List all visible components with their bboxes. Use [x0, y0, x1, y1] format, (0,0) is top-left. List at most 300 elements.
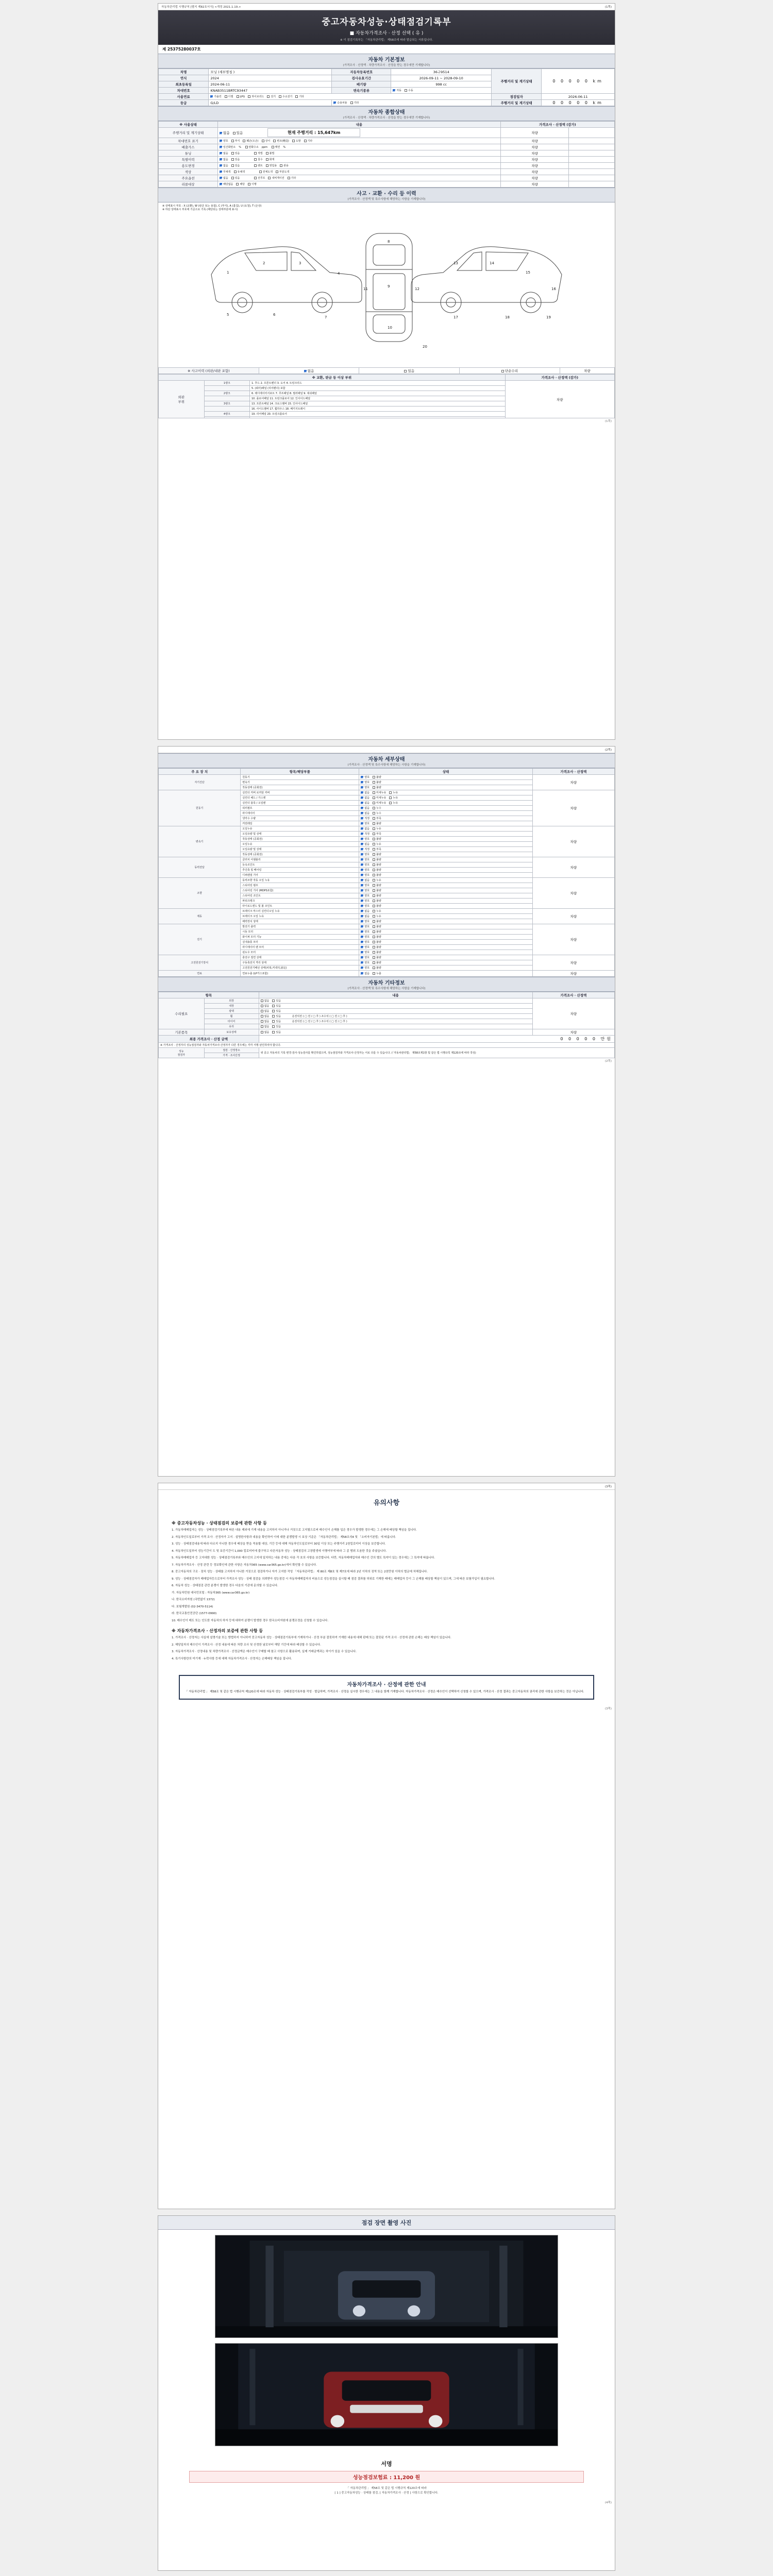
device-group-price: 차량	[532, 790, 614, 826]
device-item-label: 발전기 출력	[241, 924, 359, 929]
item-options[interactable]: 없음 있음	[259, 1004, 532, 1009]
device-item-options[interactable]: 양호 불량	[359, 965, 532, 971]
table-row	[159, 1048, 615, 1053]
device-item-label: 작동상태 (공회전)	[241, 837, 359, 842]
svg-text:1: 1	[227, 270, 229, 275]
mileage-cell	[542, 69, 615, 94]
svg-text:11: 11	[363, 287, 368, 291]
device-item-label: 실내송풍 모터	[241, 940, 359, 945]
item-label: 광택	[204, 1009, 259, 1014]
device-group-price: 차량	[532, 775, 614, 790]
page-1	[158, 3, 615, 740]
device-item-options[interactable]: 양호 불량	[359, 955, 532, 960]
total-note: ※ 가격조사 · 산정자의 성능점검자와 자동차가격조사·산정자가 다른 경우에는 각각 서명·날인하여야 합니다.	[159, 1043, 615, 1048]
section-overall-title: 자동차 종합상태	[368, 110, 405, 115]
table-row	[159, 100, 615, 106]
notice-item: 2. 자동차인도일로부터 가격 조사 · 산정자가 고지 · 설명한사항과 내용을 확인하여 이에 대한 분쟁발생 시 보상 기준은 「자동차관리법」 제58조의4 및 「소비자기본법」에 따릅니다.	[172, 1535, 396, 1539]
device-item-label: 시동 모터	[241, 929, 359, 935]
section-detail-header	[158, 753, 615, 768]
device-item-label: 워터펌프	[241, 806, 359, 811]
device-group-price: 차량	[532, 826, 614, 857]
device-item-options[interactable]: 적정 부족	[359, 847, 532, 852]
device-item-options[interactable]: 양호 불량	[359, 785, 532, 790]
rank-no	[204, 396, 250, 401]
accident-simple[interactable]	[460, 368, 560, 374]
document-number: 제 25375280037호	[162, 47, 201, 52]
row-price: 차량	[500, 175, 569, 181]
accident-none[interactable]: 없음	[259, 368, 359, 374]
valuation-headline: ※ 자동차가격조사 · 산정자의 보증에 관한 사항 등	[172, 1629, 263, 1634]
accident-detail-table	[158, 374, 615, 418]
rank-no: 1랭크	[204, 381, 250, 386]
row-options[interactable]: 없음 있음 적법 불법	[218, 150, 501, 157]
device-item-options[interactable]: 없음 누출	[359, 971, 532, 977]
device-item-label: 오일누유	[241, 842, 359, 847]
rank-no: 3랭크	[204, 401, 250, 406]
page-mark-3: (3쪽)	[604, 1485, 612, 1488]
row-options[interactable]: 해당없음 해당 이행	[218, 181, 501, 188]
svg-text:9: 9	[388, 284, 390, 289]
accident-history-label: ※ 사고이력 (외판/내판 포함)	[159, 368, 259, 374]
table-row	[159, 775, 615, 780]
table-row	[159, 69, 615, 75]
table-row	[159, 94, 615, 100]
device-item-label: 충전구 절연 상태	[241, 955, 359, 960]
svg-text:16: 16	[551, 287, 556, 291]
section-other-sub: (가격조사 · 산정액 및 특수사항에 해당하는 사항을 기재합니다)	[347, 987, 426, 990]
valuation-guarantee-box	[179, 1675, 594, 1700]
svg-text:7: 7	[325, 315, 327, 319]
svg-text:4: 4	[338, 272, 340, 276]
row-value: 2024-06-11	[209, 81, 332, 88]
svg-text:18: 18	[505, 315, 510, 319]
device-group-price: 차량	[532, 909, 614, 924]
rank-text: 1. 후드 2. 프론트펜더 3. 도어 4. 트렁크리드	[250, 381, 506, 386]
form-topnote-3	[158, 1483, 615, 1490]
device-group-label: 제동	[159, 909, 241, 924]
section-accident-header	[158, 188, 615, 202]
device-group-price: 차량	[532, 971, 614, 977]
device-group-label: 변속기	[159, 826, 241, 857]
overall-state-table	[158, 121, 615, 188]
device-item-label: 윈도우 모터	[241, 950, 359, 955]
notice-item: 1. 가동차매매업자는 성능 · 상태점검기록부에 따른 내용 제외에 기재 내용을 고지하지 아니거나 거짓으로 고지될으로써 매수인이 손해를 입은 경우가 발생한 경우에는 그 손해에 배상할 책임을 집니다.	[172, 1529, 417, 1532]
device-item-label: 스티어링 조인트	[241, 893, 359, 899]
svg-text:17: 17	[453, 315, 458, 319]
page-4	[158, 2215, 615, 2571]
guarantee-title: 자동차가격조사 · 산정에 관한 안내	[347, 1682, 426, 1688]
valuation-item: 1. 가격조사 · 산정자는 사실에 설명기술 또는 방법하지 아니하여 중고자동차 성능 · 상태점검기록부에 기재하거나 · 산정 부분 잘못하여 기재한 내용에 대해 판매 또는 잘못된 가격 조사 · 산정에 관한 손해는 배상 책임이 있습니다.	[172, 1636, 451, 1640]
footnote-line-2: [ 1 ] 중고자동차성능 · 상태를 점검, [ 자동차가격조사 · 산정 ] 사항으로 확인합니다.	[334, 2491, 439, 2495]
svg-text:8: 8	[388, 240, 390, 244]
device-item-label: 구동축전지 격리 상태	[241, 960, 359, 965]
device-group-label: 연료	[159, 971, 241, 977]
row-label: 차대번호 표기	[159, 138, 218, 144]
page-2	[158, 746, 615, 1477]
rank-label: 외판 부위	[159, 381, 205, 418]
legend-line-1: ※ 상태표시 부호 : X (교환), W (판금 또는 용접), C (부식), A (흠집), U (요철), T (손상)	[162, 205, 262, 208]
device-item-options[interactable]: 없음 미세누유 누유	[359, 801, 532, 806]
row-price-blank	[569, 144, 615, 150]
table-row	[159, 150, 615, 157]
total-value: 0 0 0 0 0 만원	[259, 1036, 614, 1043]
device-item-options[interactable]: 적정 부족	[359, 832, 532, 837]
row-price: 차량	[500, 157, 569, 163]
table-row	[159, 1043, 615, 1048]
basic-items-label: 기본품목	[159, 1029, 205, 1036]
col-price: 가격조사 · 산정액	[532, 992, 614, 998]
device-group-label: 조향	[159, 878, 241, 909]
svg-text:5: 5	[227, 313, 229, 317]
device-group-label: 동력전달	[159, 857, 241, 878]
row-label: 리콜대상	[159, 181, 218, 188]
section-overall-header	[158, 106, 615, 121]
notice-contact: 라. 한국교통안전공단 (1577-0990)	[172, 1612, 217, 1616]
section-detail-title: 자동차 세부상태	[368, 757, 405, 762]
device-item-options[interactable]: 없음 누유	[359, 826, 532, 832]
page-mark-1: (1쪽)	[604, 6, 612, 9]
rank-text: 5. (쿼터)패널 (리어펜더) 포함	[250, 386, 506, 391]
device-group-label: 자기진단	[159, 775, 241, 790]
price-col-label: 주행거리 및 계기상태	[492, 100, 542, 106]
notice-item: 10. 매수인이 매도 또는 인도한 자동차의 하자 등에 대하여 분쟁이 발생한 경우 한국소비자원에 분쟁조정을 신청할 수 있습니다.	[172, 1619, 329, 1622]
item-options[interactable]: 없음 있음	[259, 998, 532, 1004]
inspection-date-value: 2026-06-11	[542, 94, 615, 100]
section-basic-sub: (가격조사 · 산정액 · 차량가격조사 · 산정을 받는 경우에만 기재합니다)	[343, 64, 430, 67]
col-price: 가격조사 · 산정액	[532, 769, 614, 775]
row-options[interactable]: 무채색 유채색 전체도색 부분도색	[218, 169, 501, 175]
detail-state-table	[158, 768, 615, 977]
valuation-item: 3. 자동차가격조사 · 산정내용 및 차량가격조사 · 산정금액은 매수인이 구매할 때 참고 사항으로 활용되며, 실제 거래금액과는 차이가 있을 수 있습니다.	[172, 1650, 357, 1654]
device-item-options[interactable]: 없음 누유	[359, 914, 532, 919]
device-item-options[interactable]: 적정 부족	[359, 816, 532, 821]
device-item-options[interactable]: 없음 누유	[359, 842, 532, 847]
table-row	[159, 1036, 615, 1043]
item-options[interactable]: 없음 있음	[259, 1029, 532, 1036]
row-price: 차량	[500, 150, 569, 157]
transmission-label: 변속기종류	[332, 88, 391, 94]
extra-options[interactable]: 승용차용 기타	[332, 100, 492, 106]
device-item-options[interactable]: 양호 불량	[359, 950, 532, 955]
row-options[interactable]: 양호 부식 훼손(오손) 상이 변조(變造) 도말 기타	[218, 138, 501, 144]
footnote-block	[158, 2485, 615, 2500]
item-label: 내장	[204, 1004, 259, 1009]
device-item-options[interactable]: 없음 누수	[359, 811, 532, 816]
device-item-options[interactable]: 없음 미세누유 누유	[359, 790, 532, 795]
device-item-options[interactable]: 양호 불량	[359, 852, 532, 857]
table-header-row	[159, 992, 615, 998]
device-item-options[interactable]: 양호 불량	[359, 873, 532, 878]
device-item-options[interactable]: 양호 불량	[359, 960, 532, 965]
section-overall-sub: (가격조사 · 산정액 · 차량가격조사 · 산정을 받는 경우에만 기재합니다)	[343, 116, 430, 120]
device-item-label: 와이퍼 모터 기능	[241, 935, 359, 940]
valuation-item: 4. 특기사항란의 미기재 · 누락사항 등에 대해 자동차가격조사 · 산정자는 손해배상 책임을 집니다.	[172, 1657, 292, 1660]
document-caption: ※ 이 점검기록부는 「자동차관리법」 제58조에 따라 발급되는 서류입니다.	[340, 39, 433, 42]
photos-title: 점검 장면 촬영 사진	[158, 2216, 615, 2230]
rank-text: 13. 프론트패널 14. 크로스멤버 15. 인사이드패널	[250, 401, 506, 406]
table-row	[159, 924, 615, 929]
inspection-date-label: 점검일자	[492, 94, 542, 100]
device-item-options[interactable]: 양호 불량	[359, 940, 532, 945]
device-item-label: 오일유량 및 상태	[241, 832, 359, 837]
signer-place-label: 점검 · 산정장소	[204, 1048, 259, 1053]
signer-valuation-label: 가격 · 조사산정	[204, 1053, 259, 1058]
device-group-label: 전기	[159, 924, 241, 955]
signer-label: 성능 점검자	[159, 1048, 205, 1058]
device-item-options[interactable]: 양호 불량	[359, 857, 532, 862]
notice-item: 5. 자동차매매업자 등 고지대한 성능 · 상태점검기록부와 매수인의 고지에 일치하는 내용 중에는 다음 각 호의 사항을 보증합니다. 다만, 자동차매매업자와 매수인 간의 별도 특약이 있는 경우에는 그 특약에 따릅니다.	[172, 1556, 435, 1560]
row-value: 2026-09-11 ~ 2028-09-10	[391, 75, 492, 81]
notice-body	[158, 1510, 615, 1669]
signature-title: 서명	[381, 2461, 392, 2467]
row-price-blank	[569, 128, 615, 138]
device-group-price: 차량	[532, 955, 614, 971]
legend-line-2: ※ 하단 상태표시 부호에 기준으로 기록 (해당되는 상태부분에 표시)	[162, 208, 238, 211]
row-value: 2024	[209, 75, 332, 81]
page-mark: (3쪽)	[604, 1707, 612, 1711]
device-item-options[interactable]: 양호 불량	[359, 775, 532, 780]
table-row	[159, 157, 615, 163]
item-options[interactable]: 없음 있음 운전석전 ( □ 전 / □ 후 ) 조수석 ( □ 전 / □ 후 )	[259, 1014, 532, 1019]
section-basic-title: 자동차 기본정보	[368, 57, 405, 63]
page-3	[158, 1483, 615, 2209]
device-item-label: 등속조인트	[241, 862, 359, 868]
notice-item: 4. 자동차인도일부터 성능기간이 도 및 보증기간이 1,000 킬로미터에 불구하고 다른자동차 성능 · 상태점검의 고장발생에 이행여부에 따라 그 종 범위 도움한 것을 주셨습니다.	[172, 1549, 387, 1553]
table-row	[159, 138, 615, 144]
page-mark: (1쪽)	[604, 420, 612, 423]
row-price-blank	[569, 157, 615, 163]
detail-price: 차량	[505, 381, 614, 418]
table-row	[159, 790, 615, 795]
row-options[interactable]: 없음 있음 침수 화재	[218, 157, 501, 163]
row-price: 차량	[500, 144, 569, 150]
item-label: 보유상태	[204, 1029, 259, 1036]
device-item-label: 스티어링 펌프	[241, 883, 359, 888]
repair-price: 차량	[532, 998, 614, 1029]
row-price-blank	[569, 175, 615, 181]
basic-info-table	[158, 69, 615, 106]
table-row	[159, 1029, 615, 1036]
form-topnote	[158, 4, 615, 10]
device-item-options[interactable]: 양호 불량	[359, 862, 532, 868]
item-label: 유리	[204, 1024, 259, 1029]
svg-text:14: 14	[490, 261, 494, 265]
device-item-options[interactable]: 양호 불량	[359, 883, 532, 888]
table-row	[159, 175, 615, 181]
section-other-header	[158, 977, 615, 992]
row-label: 차명	[159, 69, 209, 75]
svg-text:10: 10	[388, 326, 392, 330]
notice-item: 9. 성능 · 상태점검자가 매매업자등으로부터 가격조사 성능 · 상태 점검을 의뢰받아 성능점검 시 자동차매매업자의 비용으로 성능점검을 실시할 때 점검 결과를 허위로 기재한 때에는 매매업자 등이 그 손해를 배상할 책임이 있으며, 그에 따른 보험가입이 필요합니다.	[172, 1577, 495, 1581]
table-row	[159, 955, 615, 960]
grade-value: G/LD	[209, 100, 332, 106]
device-item-options[interactable]: 없음 누수	[359, 806, 532, 811]
section-accident-title: 사고 · 교환 · 수리 등 이력	[357, 191, 416, 197]
device-item-options[interactable]: 양호 불량	[359, 904, 532, 909]
rank-no: 2랭크	[204, 391, 250, 396]
guarantee-body: 「 자동차관리법 」 제58조 및 같은 법 시행규칙 제120조에 따라 자동차 성능 · 상태점검기록부를 작성 · 발급하며, 가격조사 · 산정을 실시한 경우에는 그 내용을 함께 기재합니다. 자동차가격조사 · 산정은 매수인이 선택하여 신청할 수 있으며, 가격조사 · 산정 결과는 중고자동차의 권리에 관한 사항을 보증하는 것은 아닙니다.	[185, 1690, 584, 1694]
device-item-options[interactable]: 양호 불량	[359, 780, 532, 785]
item-label: 외장	[204, 998, 259, 1004]
table-header-row	[159, 769, 615, 775]
wheel-note: 운전석전 ( □ 전 / □ 후 ) 조수석 ( □ 전 / □ 후 )	[292, 1015, 347, 1018]
accident-exists[interactable]: 있음	[359, 368, 460, 374]
table-row	[159, 998, 615, 1004]
device-item-options[interactable]: 양호 불량	[359, 935, 532, 940]
device-item-label: 오일유량 및 상태	[241, 847, 359, 852]
device-item-options[interactable]: 양호 불량	[359, 821, 532, 826]
row-label: 차대번호	[159, 88, 209, 94]
table-header-row	[159, 122, 615, 128]
tire-note: 운전석전 ( □ 전 / □ 후 ) 조수석 ( □ 전 / □ 후 )	[292, 1020, 347, 1023]
inspection-fee: 성능점검보험료 : 11,200 원	[189, 2471, 584, 2483]
detail-body	[159, 775, 615, 977]
section-detail-sub: (가격조사 · 산정액 및 특수사항에 해당하는 사항을 기재합니다)	[347, 764, 426, 767]
device-item-label: 스티어링 기어 (MDPS포함)	[241, 888, 359, 893]
row-label: 특별이력	[159, 157, 218, 163]
mileage-current: 현재 주행거리 : 15,647km	[267, 128, 360, 137]
table-row	[159, 144, 615, 150]
device-group-price: 차량	[532, 924, 614, 955]
page-title: 중고자동차성능·상태점검기록부	[322, 17, 451, 27]
svg-text:13: 13	[453, 261, 458, 265]
device-item-options[interactable]: 양호 불량	[359, 899, 532, 904]
row-price: 차량	[500, 138, 569, 144]
accident-simple-label: 단순수리	[505, 369, 518, 373]
other-info-table	[158, 992, 615, 1058]
device-item-label: 실린더 헤드 / 가스켓	[241, 795, 359, 801]
device-item-options[interactable]: 양호 불량	[359, 929, 532, 935]
device-item-label: 브레이크 마스터 실린더오일 누유	[241, 909, 359, 914]
device-item-options[interactable]: 양호 불량	[359, 945, 532, 950]
table-row	[159, 878, 615, 883]
row-label: 주행거리 및 계기상태	[159, 128, 218, 138]
basic-price: 차량	[532, 1029, 614, 1036]
rank-no: 4랭크	[204, 412, 250, 417]
table-row	[159, 368, 615, 374]
row-price-blank	[569, 163, 615, 169]
device-item-label: 오일누유	[241, 826, 359, 832]
detail-title: ※ 교환, 판금 등 이상 부위	[159, 375, 506, 381]
item-label: 휠	[204, 1014, 259, 1019]
notice-headline: ※ 중고자동차성능 · 상태점검의 보증에 관한 사항 등	[172, 1521, 267, 1526]
row-label: 연식	[159, 75, 209, 81]
svg-text:3: 3	[299, 261, 301, 265]
mileage-digits: 0 0 0 0 0 km	[552, 79, 603, 83]
device-item-label: 작동상태 (공회전)	[241, 852, 359, 857]
device-item-options[interactable]: 양호 불량	[359, 888, 532, 893]
device-item-options[interactable]: 없음 누유	[359, 909, 532, 914]
col-item: 항목/해당부품	[241, 769, 359, 775]
rank-text: 19. 리어패널 20. 트렁크플로어	[250, 412, 506, 417]
fuel-options[interactable]: 가솔린 디젤 LPG 하이브리드 전기 수소전기 기타	[209, 94, 492, 100]
device-item-label: 브레이크 오일 누유	[241, 914, 359, 919]
notice-contact: 나. 한국소비자원 (국번없이 1372)	[172, 1598, 215, 1602]
device-item-label: 동력조향 작동 오일 누유	[241, 878, 359, 883]
detail-price-title: 가격조사 · 산정액 (감가)	[505, 375, 614, 381]
inspection-photo-1	[215, 2235, 558, 2338]
row-label: 색상	[159, 169, 218, 175]
row-price: 차량	[500, 128, 569, 138]
device-item-options[interactable]: 양호 불량	[359, 893, 532, 899]
device-item-label: 냉각수 수량	[241, 816, 359, 821]
photos-container	[158, 2230, 615, 2456]
col-item: 항목	[159, 992, 259, 998]
device-group-price: 차량	[532, 878, 614, 909]
row-price-blank	[569, 150, 615, 157]
table-row	[159, 971, 615, 977]
row-price-blank	[569, 169, 615, 175]
device-item-label: 연료누출 (LP가스포함)	[241, 971, 359, 977]
row-label: 검사유효기간	[332, 75, 391, 81]
device-group-label: 원동기	[159, 790, 241, 826]
device-item-options[interactable]: 양호 불량	[359, 924, 532, 929]
row-options[interactable]: 없음 있음 렌트 영업용 관용	[218, 163, 501, 169]
col-content: 내용	[218, 122, 501, 128]
notice-contact: 가. 자동차민원 대국민포털 : 자동차365 (www.car365.go.kr)	[172, 1591, 250, 1595]
col-state: 상태	[359, 769, 532, 775]
accident-price: 차량	[560, 368, 614, 374]
device-item-label: 실린더 블록 / 오일팬	[241, 801, 359, 806]
col-state: ※ 사용상태	[159, 122, 218, 128]
device-group-label: 고전원전기장치	[159, 955, 241, 971]
device-item-label: 디퍼렌셜 기어	[241, 873, 359, 878]
rank-text: 16. 사이드멤버 17. 휠하우스 18. 패키지트레이	[250, 406, 506, 412]
form-topnote-2	[158, 747, 615, 753]
notice-contact: 다. 보험개발원 (02-3470-5114)	[172, 1605, 213, 1608]
table-row	[159, 857, 615, 862]
device-item-options[interactable]: 양호 불량	[359, 919, 532, 924]
device-item-label: 원동기	[241, 775, 359, 780]
table-header-row	[159, 375, 615, 381]
device-group-price: 차량	[532, 857, 614, 878]
document-subtitle: ■ 자동차가격조사 · 산정 선택 ( 유 )	[349, 31, 424, 36]
item-options[interactable]: 없음 있음	[259, 1024, 532, 1029]
section-basic-info-header	[158, 54, 615, 69]
device-item-label: 라디에이터	[241, 811, 359, 816]
row-options[interactable]: 없음 있음 현재 주행거리 : 15,647km	[218, 128, 501, 138]
table-row	[159, 128, 615, 138]
rank-no	[204, 386, 250, 391]
valuation-item: 2. 해당일자의 매수인이 가격조사 · 산정 내용에 따른 차량 조사 및 산정한 날로부터 해당 기간에 따라 배상할 수 있습니다.	[172, 1643, 321, 1647]
document-header	[158, 10, 615, 45]
row-options[interactable]: 일산화탄소 % 탄화수소 ppm 매연 %	[218, 144, 501, 150]
item-options[interactable]: 없음 있음 운전석전 ( □ 전 / □ 후 ) 조수석 ( □ 전 / □ 후 )	[259, 1019, 532, 1024]
device-item-options[interactable]: 없음 미세누유 누유	[359, 795, 532, 801]
item-label: 타이어	[204, 1019, 259, 1024]
svg-text:19: 19	[546, 315, 551, 319]
table-row	[159, 826, 615, 832]
item-options[interactable]: 없음 있음	[259, 1009, 532, 1014]
inspection-photo-2	[215, 2343, 558, 2446]
notice-item: 3. 성능 · 상태점검내용에 따라 다르지 아니한 경우에 배상을 받을 적용할 대상, 기간 등에 대해 자동차인도일로부터 30일 이상 또는 주행거리 2천킬로미터 이상을 보증합니다.	[172, 1543, 386, 1546]
device-item-label: 배력장치 상태	[241, 919, 359, 924]
device-item-options[interactable]: 양호 불량	[359, 868, 532, 873]
row-label: 용도변경	[159, 163, 218, 169]
transmission-options[interactable]: 자동 수동	[391, 88, 492, 94]
displacement-value: 998 cc	[391, 81, 492, 88]
rank-text: 6. 레디에이터서포트 7. 루프패널 8. 필러패널 9. 대쉬패널	[250, 391, 506, 396]
row-options[interactable]: 없음 있음 선루프 내비게이션 기타	[218, 175, 501, 181]
rank-no	[204, 406, 250, 412]
device-item-options[interactable]: 양호 불량	[359, 837, 532, 842]
device-item-options[interactable]: 없음 누유	[359, 878, 532, 883]
notice-title: 유의사항	[373, 1499, 400, 1507]
notice-item: 7. 자동차가격조사 · 산정 관련 등 정보확인에 관한 사항은 자동차365 (www.car365.go.kr)에서 확인할 수 있습니다.	[172, 1563, 317, 1567]
svg-text:20: 20	[423, 345, 427, 349]
notice-item: 8. 중고자동차의 구조 · 장치 성능 · 상태를 고지하지 아니한 거짓으로 점검하거나 자가 고지한 작성 「자동차관리법」 제 80조 제8호 및 제7호에 따라 2년 이하의 징역 또는 2천만원 이하의 벌금에 처해집니다.	[172, 1570, 428, 1574]
row-label: 튜닝	[159, 150, 218, 157]
